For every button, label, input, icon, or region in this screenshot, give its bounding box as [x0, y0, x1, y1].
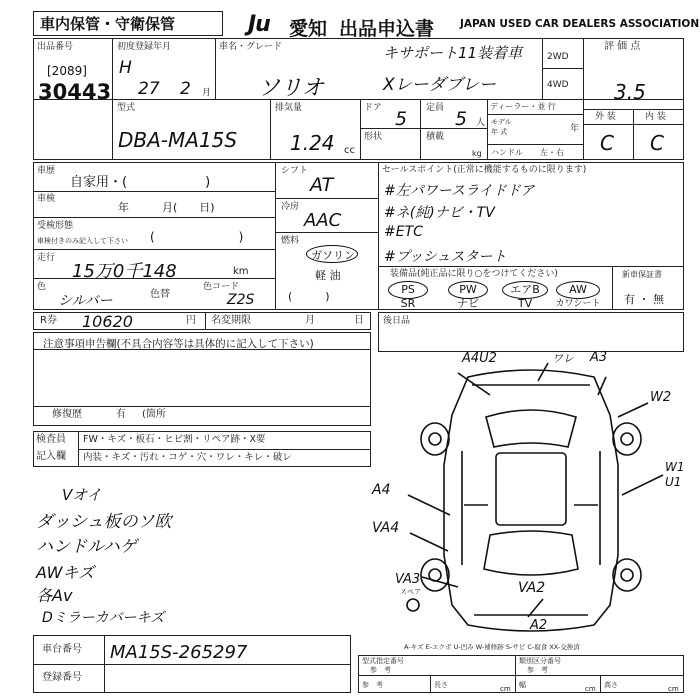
- spare-label: スペア: [400, 588, 421, 596]
- first-reg-label: 初度登録年月: [117, 42, 172, 52]
- note-line: 各Av: [36, 586, 73, 605]
- damage-legend: A-キズ E-エクボ U-凹み W-補修跡 S-サビ C-腐食 XX-交換済: [404, 643, 580, 651]
- sales-points-title: セールスポイント(正常に機能するものに限ります): [382, 165, 587, 175]
- equip-code-pw: PW: [459, 283, 477, 296]
- handle-label: ハンドル: [491, 148, 523, 157]
- capacity-value: 5: [455, 108, 468, 130]
- fuel-other: ( ): [288, 290, 330, 303]
- month-unit: 月: [202, 88, 212, 98]
- sales-point-item: #ネ(純)ナビ・TV: [384, 205, 495, 221]
- equip-code-aw: AW: [569, 283, 587, 296]
- damage-label: U1: [665, 475, 682, 489]
- interior-grade: C: [650, 131, 664, 155]
- exterior-label: 外 装: [595, 112, 616, 122]
- footer-ref: 参 考: [362, 681, 383, 689]
- kg-unit: kg: [472, 149, 482, 158]
- model-year-label2: 年 式: [491, 128, 508, 136]
- english-title: JAPAN USED CAR DEALERS ASSOCIATION: [460, 18, 700, 30]
- model-designation-label: 型式指定番号: [362, 657, 404, 665]
- model-designation-ref: 参 考: [370, 666, 391, 674]
- km-unit: km: [233, 266, 249, 277]
- mileage-value: 15万0千148: [72, 261, 177, 282]
- model-year-label1: モデル: [491, 118, 512, 126]
- type-class-ref: 参 考: [527, 666, 548, 674]
- inspector-label: 検査員: [36, 434, 66, 445]
- chassis-label: 車台番号: [42, 644, 82, 655]
- color-code-value: Z2S: [227, 292, 255, 308]
- equip-name-navi: ナビ: [457, 297, 479, 310]
- lot-small-number: [2089]: [47, 64, 87, 78]
- chassis-value: MA15S-265297: [110, 642, 248, 663]
- model-name: ソリオ: [258, 76, 324, 101]
- year-unit: 年: [570, 124, 580, 134]
- registration-label: 登録番号: [42, 672, 82, 683]
- exterior-grade: C: [600, 131, 614, 155]
- rear-item-box: [378, 312, 684, 352]
- sales-point-item: #プッシュスタート: [384, 249, 507, 265]
- handle-options: 左・右: [540, 148, 564, 157]
- recycle-label: R券: [40, 315, 57, 326]
- damage-label: VA4: [372, 520, 400, 536]
- recycle-value: 10620: [82, 312, 133, 331]
- damage-label: W1: [665, 460, 685, 474]
- drive-4wd: 4WD: [547, 80, 569, 90]
- entry-label: 記入欄: [36, 451, 66, 462]
- new-car-warranty-options: 有 ・ 無: [624, 293, 664, 306]
- doors-label: ドア: [364, 103, 382, 113]
- recycle-yen-unit: 円: [186, 315, 196, 326]
- shape-label: 形状: [364, 132, 383, 142]
- equipment-title: 装備品(純正品に限り○をつけてください): [390, 269, 558, 279]
- damage-label: W2: [650, 390, 672, 405]
- height-label: 高さ: [604, 681, 618, 689]
- car-damage-diagram: [378, 355, 684, 645]
- damage-label: A4: [372, 482, 391, 498]
- era-value: H: [119, 58, 132, 78]
- note-line: ダッシュ板のソ欧: [36, 512, 172, 532]
- lot-number: 30443: [38, 80, 112, 104]
- fuel-value: ガソリン: [311, 249, 355, 262]
- doors-value: 5: [395, 108, 408, 130]
- color-code-label: 色コード: [203, 282, 240, 292]
- note-line: Dミラーカバーキズ: [42, 610, 165, 626]
- security-notice: 車内保管・守衛保管: [40, 15, 176, 33]
- equip-name-seat: カワシート: [555, 299, 601, 309]
- sales-point-item: #左パワースライドドア: [384, 183, 535, 199]
- history-label: 車歴: [37, 166, 56, 176]
- inspection-value: 年 月( 日): [118, 201, 215, 214]
- equip-code-airbag: エアB: [510, 283, 540, 296]
- warranty-form-value: ( ): [150, 230, 244, 244]
- damage-label: A3: [590, 350, 608, 365]
- model-label: 車名・グレード: [219, 42, 283, 52]
- fuel-diesel: 軽 油: [315, 269, 341, 282]
- repair-value: 有: [116, 409, 126, 420]
- note-line: AWキズ: [36, 563, 95, 582]
- grade-line2: Xレーダブレー: [383, 75, 496, 95]
- load-label: 積載: [426, 132, 445, 142]
- person-unit: 人: [476, 118, 486, 128]
- cooling-label: 冷房: [281, 202, 300, 212]
- width-label: 幅: [519, 681, 526, 689]
- repair-label: 修復歴: [52, 409, 82, 420]
- color-label: 色: [37, 282, 47, 292]
- reg-year-value: 27: [138, 79, 160, 99]
- inspection-label: 車検: [37, 194, 56, 204]
- damage-label: A4U2: [462, 351, 497, 366]
- shift-value: AT: [310, 174, 334, 196]
- length-unit: cm: [500, 685, 511, 693]
- color-change-label: 色替: [150, 289, 170, 300]
- interior-label: 内 装: [645, 112, 666, 122]
- name-change-month: 月: [305, 315, 315, 326]
- drive-2wd: 2WD: [547, 52, 569, 62]
- notes-title: 注意事項申告欄(不具合内容等は具体的に記入して下さい): [43, 338, 314, 350]
- displacement-value: 1.24: [290, 131, 335, 155]
- color-value: シルバー: [58, 293, 113, 309]
- equip-name-sr: SR: [400, 297, 416, 310]
- damage-label: ワレ: [552, 352, 574, 365]
- rear-item-label: 後日品: [383, 316, 411, 326]
- equip-name-tv: TV: [517, 297, 533, 310]
- equip-code-ps: PS: [401, 283, 415, 296]
- score-value: 3.5: [614, 80, 646, 104]
- cooling-value: AAC: [304, 210, 342, 231]
- note-line: ハンドルハゲ: [36, 537, 137, 557]
- type-class-label: 類別区分番号: [519, 657, 561, 665]
- length-label: 長さ: [434, 681, 448, 689]
- warranty-note: 車検付きのみ記入して下さい: [37, 237, 128, 245]
- capacity-label: 定員: [426, 103, 445, 113]
- width-unit: cm: [585, 685, 596, 693]
- damage-label: A2: [530, 618, 548, 633]
- sales-point-item: #ETC: [384, 224, 423, 240]
- mileage-label: 走行: [37, 253, 56, 263]
- name-change-label: 名変期限: [211, 315, 251, 326]
- dealer-label: ディーラー・並 行: [490, 102, 556, 111]
- name-change-day: 日: [354, 315, 364, 326]
- lot-label: 出品番号: [37, 42, 74, 52]
- sheet-title: 出品申込書: [339, 18, 435, 40]
- height-unit: cm: [668, 685, 679, 693]
- damage-label: VA3: [395, 572, 421, 587]
- note-line: Vオイ: [62, 486, 102, 504]
- type-label: 型式: [117, 103, 136, 113]
- fuel-label: 燃料: [281, 236, 300, 246]
- check-row1: FW・キズ・板石・ヒビ割・リペア跡・X要: [83, 434, 266, 445]
- reg-month-value: 2: [180, 79, 191, 99]
- score-label: 評 価 点: [604, 41, 641, 52]
- new-car-warranty-title: 新車保証書: [622, 270, 662, 279]
- repair-place: (箇所: [142, 409, 166, 420]
- history-value: 自家用・( ): [70, 175, 211, 190]
- check-row2: 内装・キズ・汚れ・コゲ・穴・ワレ・キレ・破レ: [83, 452, 292, 463]
- cc-unit: cc: [344, 145, 355, 156]
- damage-label: VA2: [518, 580, 546, 596]
- org-name: 愛知: [289, 18, 328, 40]
- grade-line1: キサポート11装着車: [383, 44, 523, 62]
- type-value: DBA-MA15S: [118, 128, 238, 152]
- ju-logo: Ju: [248, 12, 270, 37]
- shift-label: シフト: [281, 166, 309, 176]
- warranty-form-label: 受検形態: [37, 221, 74, 231]
- displacement-label: 排気量: [275, 103, 303, 113]
